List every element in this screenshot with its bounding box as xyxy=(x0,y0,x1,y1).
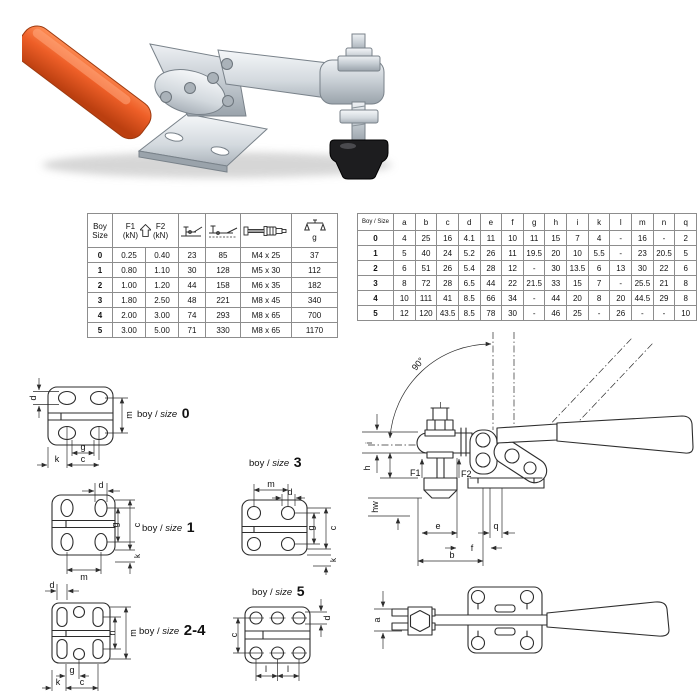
table-cell: 2.00 xyxy=(113,308,146,323)
table-cell: - xyxy=(610,276,632,291)
dim-label-e: e xyxy=(435,521,441,531)
dim-label-g: g xyxy=(306,525,316,531)
table-cell: 20.5 xyxy=(653,246,675,261)
caption-prefix: boy / xyxy=(142,523,163,534)
table-cell: 12 xyxy=(502,261,524,276)
dim-label-m: m xyxy=(124,411,134,419)
table-cell: 1170 xyxy=(292,323,338,338)
spec-table-header xyxy=(88,214,338,248)
size-1-caption xyxy=(142,519,195,535)
clamp-height-icon xyxy=(180,224,204,238)
table-cell: 111 xyxy=(415,291,437,306)
dimension-table xyxy=(357,213,697,321)
table-cell: 5.2 xyxy=(458,246,480,261)
table-cell: 11 xyxy=(523,231,545,246)
plate-outline xyxy=(242,500,307,555)
table-cell: 5 xyxy=(358,306,394,321)
clamp-handle xyxy=(22,20,157,145)
plate-drawing-size-2-4 xyxy=(25,578,240,700)
dim-label-d: d xyxy=(287,487,293,497)
table-cell: - xyxy=(523,291,545,306)
clamp-length-header xyxy=(206,214,241,248)
table-cell: 1 xyxy=(358,246,394,261)
table-cell: 7 xyxy=(588,276,610,291)
table-cell: 16 xyxy=(632,231,654,246)
f1-unit: (kN) xyxy=(122,230,138,240)
product-photo xyxy=(22,4,417,190)
f1-label: F1 xyxy=(125,221,136,231)
table-cell: 23 xyxy=(632,246,654,261)
table-cell: 3.00 xyxy=(146,308,179,323)
plate-outline xyxy=(48,387,113,445)
clamp-outline xyxy=(417,408,693,498)
table-cell: 74 xyxy=(179,308,206,323)
table-cell: 21.5 xyxy=(523,276,545,291)
table-row xyxy=(88,293,338,308)
dim-label-k: k xyxy=(329,558,338,562)
table-cell: 66 xyxy=(480,291,502,306)
table-cell: 10 xyxy=(502,231,524,246)
dim-label-m: m xyxy=(80,572,88,582)
table-cell: 78 xyxy=(480,306,502,321)
column-header: f xyxy=(502,214,524,231)
table-cell: 71 xyxy=(179,323,206,338)
top-view-drawing xyxy=(372,578,700,700)
table-cell: 25.5 xyxy=(632,276,654,291)
column-header: m xyxy=(632,214,654,231)
table-cell: 5 xyxy=(675,246,697,261)
table-cell: 6 xyxy=(588,261,610,276)
table-cell: M8 x 45 xyxy=(241,293,292,308)
dim-label-l: l xyxy=(287,664,289,674)
dim-label-q: q xyxy=(493,521,499,531)
table-cell: 23 xyxy=(179,248,206,263)
table-cell: 182 xyxy=(292,278,338,293)
column-header: b xyxy=(415,214,437,231)
caption-prefix: boy / xyxy=(137,409,158,420)
table-cell: 15 xyxy=(545,231,567,246)
table-cell: 15 xyxy=(567,276,589,291)
table-cell: 0.80 xyxy=(113,263,146,278)
spec-table xyxy=(87,213,338,338)
caption-prefix: boy / xyxy=(252,587,273,598)
caption-prefix: boy / xyxy=(249,458,270,469)
plate-outline xyxy=(52,495,115,555)
table-cell: 700 xyxy=(292,308,338,323)
table-cell: 30 xyxy=(545,261,567,276)
table-cell: 5 xyxy=(394,246,416,261)
spindle-header xyxy=(241,214,292,248)
force-label-f1: F1 xyxy=(410,468,421,478)
table-cell: 51 xyxy=(415,261,437,276)
column-header: Boy / Size xyxy=(358,214,394,231)
f2-label: F2 xyxy=(155,221,166,231)
column-header: k xyxy=(588,214,610,231)
table-cell: 7 xyxy=(567,231,589,246)
dim-label-g: g xyxy=(69,665,75,675)
table-cell: 28 xyxy=(437,276,459,291)
hole-crosshairs xyxy=(248,618,307,653)
table-cell: 8.5 xyxy=(458,306,480,321)
table-cell: 30 xyxy=(632,261,654,276)
column-header: d xyxy=(458,214,480,231)
table-cell: 22 xyxy=(502,276,524,291)
table-cell: 293 xyxy=(206,308,241,323)
table-cell: 20 xyxy=(610,291,632,306)
table-row xyxy=(88,308,338,323)
dim-label-c: c xyxy=(328,525,338,531)
table-cell: 10 xyxy=(567,246,589,261)
table-cell: 2.50 xyxy=(146,293,179,308)
table-cell: - xyxy=(523,261,545,276)
table-cell: 8 xyxy=(394,276,416,291)
side-view-drawing xyxy=(360,330,700,575)
f2-unit: (kN) xyxy=(153,230,169,240)
table-cell: - xyxy=(632,306,654,321)
caption-size-word: size xyxy=(165,523,183,534)
table-cell: 40 xyxy=(415,246,437,261)
force-label-f2: F2 xyxy=(461,469,472,479)
caption-size-word: size xyxy=(160,409,178,420)
dim-label-k: k xyxy=(133,554,142,558)
table-cell: 3 xyxy=(88,293,113,308)
table-cell: M8 x 65 xyxy=(241,323,292,338)
dim-label-a: a xyxy=(372,617,382,623)
table-cell: 0 xyxy=(358,231,394,246)
dim-label-n: n xyxy=(107,630,117,636)
dim-label-k: k xyxy=(54,454,60,464)
column-header: h xyxy=(545,214,567,231)
table-row xyxy=(358,291,697,306)
table-cell: 158 xyxy=(206,278,241,293)
table-cell: 1.80 xyxy=(113,293,146,308)
dim-label-m: m xyxy=(128,629,138,637)
table-cell: 2 xyxy=(358,261,394,276)
bolt-icon xyxy=(243,224,289,238)
table-cell: 22 xyxy=(653,261,675,276)
table-row xyxy=(88,248,338,263)
table-cell: 5 xyxy=(88,323,113,338)
dimension-lines xyxy=(372,591,402,649)
table-cell: 24 xyxy=(437,246,459,261)
scales-icon xyxy=(304,219,326,233)
table-cell: 12 xyxy=(394,306,416,321)
table-cell: 8 xyxy=(588,291,610,306)
dimension-table-body xyxy=(358,231,697,321)
spec-table-body xyxy=(88,248,338,338)
table-cell: 6 xyxy=(394,261,416,276)
table-cell: M8 x 65 xyxy=(241,308,292,323)
dimension-lines xyxy=(42,580,138,691)
table-cell: 48 xyxy=(179,293,206,308)
table-cell: 26 xyxy=(437,261,459,276)
boy-size-header xyxy=(88,214,113,248)
dimension-header-row xyxy=(358,214,697,231)
force-arrow-icon xyxy=(140,224,151,237)
table-cell: 21 xyxy=(653,276,675,291)
caption-size-value: 3 xyxy=(293,454,302,470)
table-cell: 2 xyxy=(675,231,697,246)
dim-label-c: c xyxy=(132,522,142,528)
column-header: c xyxy=(437,214,459,231)
table-cell: 4.1 xyxy=(458,231,480,246)
plate-outline xyxy=(52,603,110,663)
table-cell: 29 xyxy=(653,291,675,306)
clamp-length-icon xyxy=(207,224,239,238)
table-cell: 37 xyxy=(292,248,338,263)
angle-label: 90° xyxy=(409,355,427,373)
clamp-outline xyxy=(392,587,669,653)
caption-size-word: size xyxy=(272,458,290,469)
dimension-table-header xyxy=(358,214,697,231)
dim-label-g: g xyxy=(80,442,86,452)
table-cell: 5.4 xyxy=(458,261,480,276)
weight-header xyxy=(292,214,338,248)
table-cell: 1 xyxy=(88,263,113,278)
plate-outline xyxy=(245,607,310,663)
dim-label-d: d xyxy=(98,480,104,490)
dim-label-c: c xyxy=(229,632,239,638)
table-cell: 25 xyxy=(415,231,437,246)
table-cell: - xyxy=(653,231,675,246)
dim-label-d: d xyxy=(322,615,332,621)
table-cell: 30 xyxy=(502,306,524,321)
table-cell: 41 xyxy=(437,291,459,306)
caption-size-word: size xyxy=(162,626,180,637)
table-cell: 85 xyxy=(206,248,241,263)
table-cell: 10 xyxy=(394,291,416,306)
table-cell: 19.5 xyxy=(523,246,545,261)
caption-prefix: boy / xyxy=(139,626,160,637)
plate-drawing-size-0 xyxy=(25,360,240,485)
caption-size-value: 5 xyxy=(296,583,305,599)
table-cell: 1.20 xyxy=(146,278,179,293)
table-cell: M5 x 30 xyxy=(241,263,292,278)
table-cell: - xyxy=(523,306,545,321)
table-cell: 4 xyxy=(358,291,394,306)
table-cell: 43.5 xyxy=(437,306,459,321)
table-cell: 30 xyxy=(179,263,206,278)
table-cell: 128 xyxy=(206,263,241,278)
column-header: e xyxy=(480,214,502,231)
table-cell: 330 xyxy=(206,323,241,338)
caption-size-value: 1 xyxy=(186,519,195,535)
table-cell: 44 xyxy=(545,291,567,306)
size-0-caption xyxy=(137,405,190,421)
table-cell: 5.5 xyxy=(588,246,610,261)
table-cell: 0 xyxy=(88,248,113,263)
caption-size-value: 2-4 xyxy=(183,622,206,639)
table-cell: 4 xyxy=(588,231,610,246)
table-cell: 3 xyxy=(358,276,394,291)
dim-label-d: d xyxy=(28,395,38,401)
table-cell: 72 xyxy=(415,276,437,291)
table-cell: 13.5 xyxy=(567,261,589,276)
table-cell: 26 xyxy=(480,246,502,261)
column-header: n xyxy=(653,214,675,231)
table-row xyxy=(358,231,697,246)
dimension-lines xyxy=(229,599,332,681)
table-row xyxy=(358,261,697,276)
table-row xyxy=(88,278,338,293)
table-cell: 3.00 xyxy=(113,323,146,338)
table-cell: M6 x 35 xyxy=(241,278,292,293)
dim-label-f: f xyxy=(470,543,474,553)
dim-label-c: c xyxy=(80,454,86,464)
table-cell: 340 xyxy=(292,293,338,308)
table-cell: 44 xyxy=(480,276,502,291)
table-cell: 28 xyxy=(480,261,502,276)
size-2-4-caption xyxy=(139,622,205,639)
table-cell: - xyxy=(653,306,675,321)
table-cell: 11 xyxy=(502,246,524,261)
table-cell: 13 xyxy=(610,261,632,276)
dim-label-l: l xyxy=(265,664,267,674)
dimension-lines xyxy=(28,378,134,468)
table-cell: M4 x 25 xyxy=(241,248,292,263)
clamp-height-header xyxy=(179,214,206,248)
table-cell: - xyxy=(610,246,632,261)
column-header: i xyxy=(567,214,589,231)
dim-label-g: g xyxy=(110,522,120,528)
table-cell: 221 xyxy=(206,293,241,308)
dim-label-hw: hw xyxy=(370,501,380,513)
table-cell: 6 xyxy=(675,261,697,276)
dim-label-b: b xyxy=(449,550,455,560)
table-cell: 46 xyxy=(545,306,567,321)
table-cell: 5.00 xyxy=(146,323,179,338)
size-label: Size xyxy=(92,230,108,240)
column-header: q xyxy=(675,214,697,231)
table-cell: 34 xyxy=(502,291,524,306)
table-row xyxy=(358,246,697,261)
table-row xyxy=(358,306,697,321)
table-cell: 0.25 xyxy=(113,248,146,263)
table-cell: 6.5 xyxy=(458,276,480,291)
table-cell: 120 xyxy=(415,306,437,321)
boy-label: Boy xyxy=(93,221,107,231)
table-cell: 20 xyxy=(545,246,567,261)
table-cell: 44 xyxy=(179,278,206,293)
force-header xyxy=(113,214,179,248)
table-cell: 1.10 xyxy=(146,263,179,278)
dim-label-m: m xyxy=(267,479,275,489)
table-row xyxy=(88,263,338,278)
dim-label-i: i xyxy=(364,442,374,444)
table-cell: 4 xyxy=(88,308,113,323)
table-row xyxy=(358,276,697,291)
table-cell: 8 xyxy=(675,291,697,306)
dim-label-h: h xyxy=(362,465,372,471)
table-cell: - xyxy=(610,231,632,246)
weight-unit-label: g xyxy=(312,233,317,242)
column-header: g xyxy=(523,214,545,231)
table-cell: 8 xyxy=(675,276,697,291)
table-cell: 11 xyxy=(480,231,502,246)
column-header: l xyxy=(610,214,632,231)
table-row xyxy=(88,323,338,338)
size-3-caption xyxy=(249,454,302,470)
table-cell: 112 xyxy=(292,263,338,278)
dim-label-c: c xyxy=(79,677,85,687)
table-cell: 44.5 xyxy=(632,291,654,306)
plate-drawing-size-1 xyxy=(25,478,240,590)
table-cell: 16 xyxy=(437,231,459,246)
table-cell: 0.40 xyxy=(146,248,179,263)
column-header: a xyxy=(394,214,416,231)
table-cell: 2 xyxy=(88,278,113,293)
caption-size-value: 0 xyxy=(181,405,190,421)
table-cell: 1.00 xyxy=(113,278,146,293)
caption-size-word: size xyxy=(275,587,293,598)
table-cell: 26 xyxy=(610,306,632,321)
table-cell: 25 xyxy=(567,306,589,321)
table-cell: 20 xyxy=(567,291,589,306)
dim-label-k: k xyxy=(55,677,61,687)
table-cell: 4 xyxy=(394,231,416,246)
size-5-caption xyxy=(252,583,305,599)
table-cell: - xyxy=(588,306,610,321)
table-cell: 33 xyxy=(545,276,567,291)
table-cell: 10 xyxy=(675,306,697,321)
table-cell: 8.5 xyxy=(458,291,480,306)
dim-label-d: d xyxy=(49,580,55,590)
